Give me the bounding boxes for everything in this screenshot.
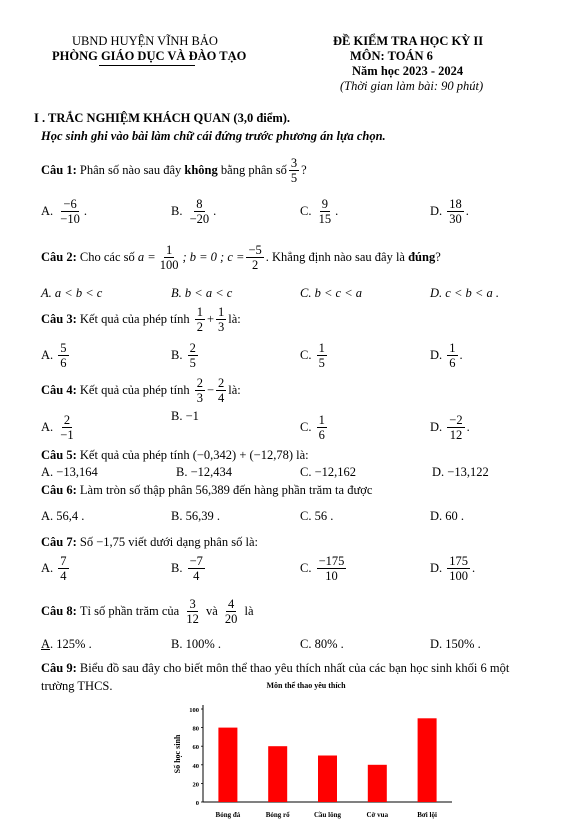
chart-category-label: Bóng rổ (265, 811, 290, 819)
q6-option-c[interactable]: C. 56 . (300, 509, 334, 523)
chart-bar (318, 756, 337, 803)
q5-option-d[interactable]: D. −13,122 (432, 465, 489, 479)
chart-category-label: Cầu lông (313, 811, 342, 819)
q6-option-d[interactable]: D. 60 . (430, 509, 465, 523)
q1-option-a[interactable]: A. $\frac{-6}{-10}$ . (41, 197, 87, 227)
chart-bar (218, 728, 237, 802)
question-1-text: Phân số nào sau đây (79, 163, 182, 178)
q7-option-d[interactable]: D. $\frac{175}{100}$ . (430, 554, 476, 584)
question-1-fraction: $\frac{3}{5}$ (290, 156, 298, 186)
question-5: Câu 5: Kết quả của phép tính (−0,342) + (−12,78) là: (41, 448, 309, 462)
question-1-label: Câu 1: (41, 163, 77, 178)
chart-category-label: Bơi lội (417, 811, 437, 819)
q8-option-b[interactable]: B. 100% . (171, 637, 221, 651)
q3-option-b[interactable]: B. $\frac{2}{5}$ (171, 341, 196, 371)
chart-y-tick-label: 80 (192, 725, 199, 733)
q8-option-d[interactable]: D. 150% . (430, 637, 481, 651)
chart-bar (268, 746, 287, 802)
q8-option-a[interactable]: A. 125% . (41, 637, 92, 651)
q1-option-d[interactable]: D. $\frac{18}{30}$ . (430, 197, 469, 227)
question-6: Câu 6: Làm tròn số thập phân 56,389 đến hàng phần trăm ta được (41, 483, 373, 497)
question-1-text2: bằng phân số (220, 163, 287, 178)
q6-option-b[interactable]: B. 56,39 . (171, 509, 220, 523)
chart-category-label: Bóng đá (215, 811, 241, 819)
chart-bar (368, 765, 387, 802)
q5-option-b[interactable]: B. −12,434 (176, 465, 233, 479)
header-left-line2: PHÒNG GIÁO DỤC VÀ ĐÀO TẠO (52, 49, 247, 63)
q5-option-c[interactable]: C. −12,162 (300, 465, 357, 479)
question-2: Câu 2: Cho các số a = $\frac{1}{100}$ ; b = 0 ; c = $\frac{-5}{2}$ . Khẳng định nào sau đây là đúng ? (41, 243, 441, 273)
q3-option-d[interactable]: D. $\frac{1}{6}$ . (430, 341, 463, 371)
header-left-line1: UBND HUYỆN VĨNH BẢO (72, 34, 218, 48)
q7-option-c[interactable]: C. $\frac{-175}{10}$ (300, 554, 345, 584)
question-4: Câu 4: Kết quả của phép tính $\frac{2}{3}$ − $\frac{2}{4}$ là: (41, 376, 241, 406)
chart-y-tick-label: 0 (195, 800, 199, 807)
q2-option-a[interactable]: A. a < b < c (41, 286, 103, 300)
question-1: Câu 1: Phân số nào sau đây không bằng phân số $\frac{3}{5}$ ? (41, 156, 307, 186)
chart-y-tick-label: 100 (189, 707, 199, 714)
question-1-bold: không (184, 163, 218, 178)
q1-option-b[interactable]: B. $\frac{8}{-20}$ . (171, 197, 217, 227)
chart-category-label: Cờ vua (366, 811, 389, 819)
header-right-line3: Năm học 2023 - 2024 (352, 64, 464, 78)
header-right-line2: MÔN: TOÁN 6 (350, 49, 433, 63)
question-9-line2: trường THCS. (41, 679, 113, 693)
q7-option-b[interactable]: B. $\frac{-7}{4}$ (171, 554, 203, 584)
section-instruction: Học sinh ghi vào bài làm chữ cái đứng trước phương án lựa chọn. (41, 129, 386, 143)
q7-option-a[interactable]: A. $\frac{7}{4}$ (41, 554, 67, 584)
q1-option-c[interactable]: C. $\frac{9}{15}$ . (300, 197, 339, 227)
q6-option-a[interactable]: A. 56,4 . (41, 509, 85, 523)
header-right-line4: (Thời gian làm bài: 90 phút) (340, 79, 484, 93)
chart-bar (418, 718, 437, 802)
question-8: Câu 8: Tỉ số phần trăm của $\frac{3}{12}$ và $\frac{4}{20}$ là (41, 597, 254, 627)
q3-option-a[interactable]: A. $\frac{5}{6}$ (41, 341, 67, 371)
q8-option-c[interactable]: C. 80% . (300, 637, 344, 651)
q3-option-c[interactable]: C. $\frac{1}{5}$ (300, 341, 325, 371)
q2-option-d[interactable]: D. c < b < a . (430, 286, 499, 300)
q4-option-c[interactable]: C. $\frac{1}{6}$ (300, 413, 325, 443)
question-7: Câu 7: Số −1,75 viết dưới dạng phân số là: (41, 535, 258, 549)
q2-option-c[interactable]: C. b < c < a (300, 286, 363, 300)
chart-y-tick-label: 40 (192, 762, 199, 770)
chart-y-tick-label: 20 (192, 781, 199, 789)
q4-option-d[interactable]: D. $\frac{-2}{12}$ . (430, 413, 470, 443)
q4-option-b[interactable]: B. −1 (171, 409, 199, 423)
chart-title: Môn thể thao yêu thích (266, 681, 346, 690)
q4-option-a[interactable]: A. $\frac{2}{-1}$ (41, 413, 74, 443)
chart-y-label: Số học sinh (173, 734, 182, 774)
header-right-line1: ĐỀ KIỂM TRA HỌC KỲ II (333, 34, 484, 48)
section-title: I . TRẮC NGHIỆM KHÁCH QUAN (3,0 điểm). (34, 111, 291, 125)
chart-y-tick-label: 60 (192, 744, 199, 752)
q2-option-b[interactable]: B. b < a < c (171, 286, 233, 300)
question-3: Câu 3: Kết quả của phép tính $\frac{1}{2}$ + $\frac{1}{3}$ là: (41, 305, 241, 335)
q5-option-a[interactable]: A. −13,164 (41, 465, 98, 479)
question-9: Câu 9: Biểu đồ sau đây cho biết môn thể thao yêu thích nhất của các bạn học sinh khối 6 một (41, 661, 510, 675)
